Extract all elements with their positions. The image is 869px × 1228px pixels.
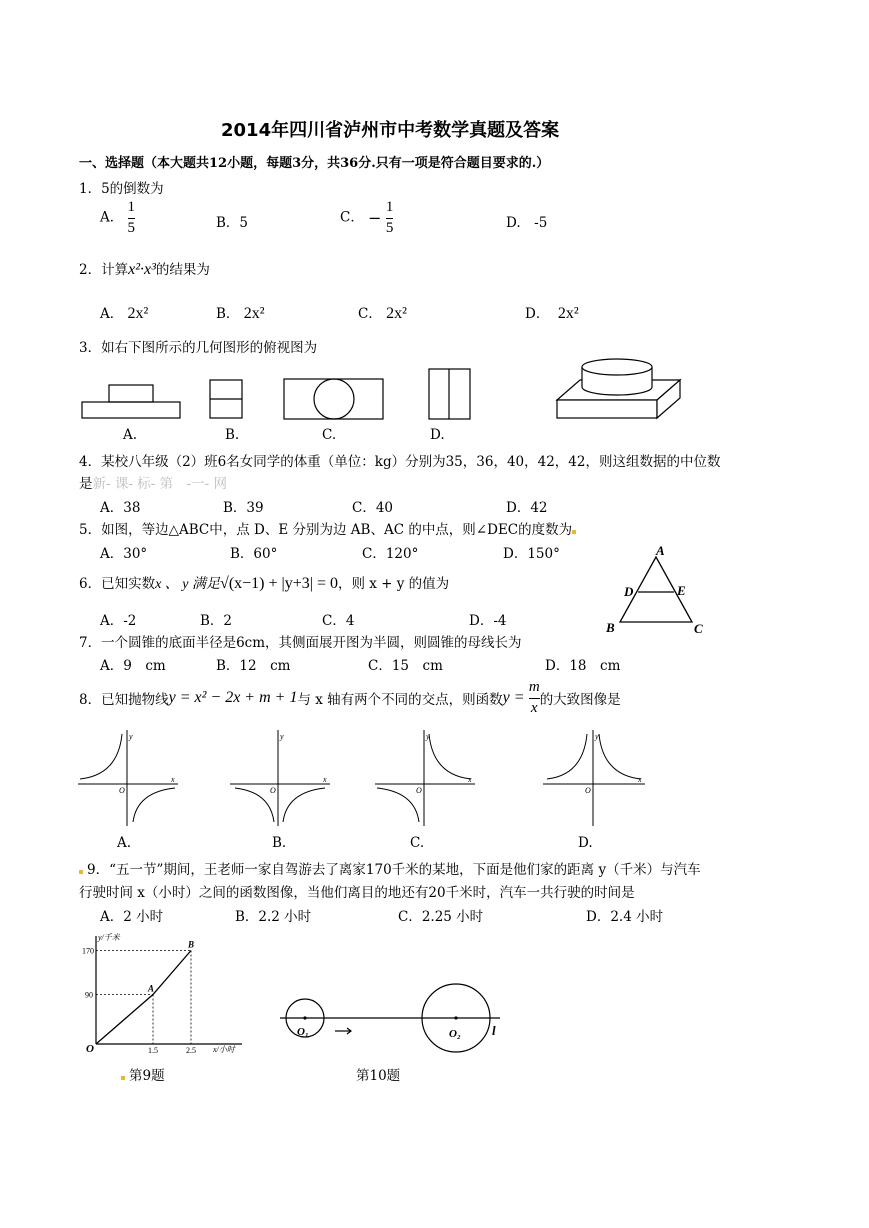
series-line — [96, 951, 191, 1045]
q5-label-c: C — [694, 621, 703, 636]
q9-stem-line2: 行驶时间 x（小时）之间的函数图像，当他们离目的地还有20千米时，汽车一共行驶的时间是 — [79, 885, 635, 901]
q8-c-y: y — [426, 732, 430, 741]
q8-a-o: O — [119, 786, 125, 795]
q4-option-a: A．38 — [100, 500, 141, 516]
q4-option-b: B．39 — [223, 500, 264, 516]
q2-option-b: B． 2x² — [216, 305, 265, 322]
point-a-label: A — [148, 983, 155, 994]
q3-label-c: C. — [322, 427, 337, 443]
q5-option-a: A．30° — [100, 546, 148, 562]
q6-stem: 6．已知实数x 、 y 满足√(x−1) + |y+3| = 0，则 x + y 的值为 — [79, 575, 450, 592]
q5-label-a: A — [656, 545, 665, 558]
q5-triangle-figure — [600, 545, 710, 640]
q8-a-y: y — [129, 732, 133, 741]
q3-figure-b — [210, 380, 242, 418]
q8-graph-c — [375, 730, 475, 826]
x-tick-1-5: 1.5 — [148, 1046, 158, 1055]
q1-option-a: A． $\frac{1}{5}$ — [100, 199, 136, 236]
o1-label: O₁ — [297, 1026, 309, 1038]
q8-c-o: O — [416, 786, 422, 795]
q7-option-a: A．9 cm — [100, 658, 166, 674]
q9-stem-line1: 9．“五一节”期间，王老师一家自驾游去了离家170千米的某地，下面是他们家的距离 y（千米）与汽车 — [79, 858, 701, 878]
q5-label-e: E — [677, 583, 686, 598]
q8-graph-b — [230, 730, 330, 826]
fraction: $\frac{1}{5}$ — [385, 199, 394, 236]
q2-option-d: D． 2x² — [525, 305, 579, 322]
q4-option-c: C．40 — [352, 500, 394, 516]
q8-b-y: y — [280, 732, 284, 741]
q9-option-c: C．2.25 小时 — [398, 909, 484, 925]
x-tick-2-5: 2.5 — [186, 1046, 196, 1055]
q8-label-d: D. — [578, 835, 593, 851]
q8-graph-a — [78, 730, 178, 826]
q7-option-d: D．18 cm — [545, 658, 621, 674]
mark-dot — [121, 1076, 125, 1080]
q3-figure-a — [82, 385, 180, 418]
q5-stem: 5．如图，等边△ABC中，点 D、E 分别为边 AB、AC 的中点，则∠DEC的度数为 — [79, 518, 576, 538]
q1-option-b: B．5 — [216, 215, 249, 231]
origin-label: O — [86, 1043, 94, 1055]
page-title: 2014年四川省泸州市中考数学真题及答案 — [221, 120, 560, 141]
q3-stem: 3．如右下图所示的几何图形的俯视图为 — [79, 340, 318, 356]
q3-solid-figure — [550, 355, 690, 425]
fraction: $\frac{1}{5}$ — [127, 199, 136, 236]
q6-option-c: C．4 — [322, 613, 355, 629]
mark-dot — [572, 530, 576, 534]
y-tick-90: 90 — [85, 990, 93, 1000]
line-l-label: l — [492, 1023, 496, 1038]
q9-option-b: B．2.2 小时 — [235, 909, 312, 925]
q8-b-x: x — [323, 775, 327, 784]
y-tick-170: 170 — [82, 946, 94, 956]
q2-option-c: C． 2x² — [358, 305, 407, 322]
q5-label-b: B — [606, 620, 615, 635]
q9-caption: 第9题 — [121, 1064, 165, 1084]
q8-b-o: O — [270, 786, 276, 795]
q9-option-a: A．2 小时 — [100, 909, 164, 925]
q5-label-d: D — [624, 584, 634, 599]
q3-label-b: B. — [225, 427, 240, 443]
watermark: 新- 课- 标- 第 -一- 网 — [92, 476, 227, 492]
q8-label-a: A. — [117, 835, 132, 851]
q10-figure — [275, 980, 515, 1060]
point-b-label: B — [188, 939, 195, 950]
q8-d-x: x — [638, 775, 642, 784]
q6-option-a: A．-2 — [100, 613, 137, 629]
q5-option-d: D．150° — [503, 546, 560, 562]
q7-stem: 7．一个圆锥的底面半径是6cm，其侧面展开图为半圆，则圆锥的母线长为 — [79, 635, 522, 651]
q3-label-a: A. — [123, 427, 138, 443]
q7-option-c: C．15 cm — [368, 658, 443, 674]
q2-option-a: A． 2x² — [100, 305, 149, 322]
q7-option-b: B．12 cm — [216, 658, 291, 674]
q2-stem: 2．计算x²·x³的结果为 — [79, 261, 210, 278]
y-axis-label: y/千米 — [98, 933, 120, 942]
q8-label-b: B. — [272, 835, 287, 851]
fraction: $\frac{m}{x}$ — [528, 679, 540, 716]
q1-option-c: C． − $\frac{1}{5}$ — [340, 199, 394, 236]
q5-option-b: B．60° — [230, 546, 278, 562]
q3-label-d: D. — [430, 427, 445, 443]
q5-option-c: C．120° — [362, 546, 419, 562]
q9-distance-time-graph — [82, 930, 247, 1060]
q10-caption: 第10题 — [356, 1068, 401, 1084]
q8-d-y: y — [595, 732, 599, 741]
q6-option-b: B．2 — [200, 613, 233, 629]
q1-stem: 1．5的倒数为 — [79, 181, 164, 197]
mark-dot — [79, 870, 83, 874]
q6-option-d: D．-4 — [469, 613, 507, 629]
q8-a-x: x — [171, 775, 175, 784]
q8-graph-d — [543, 730, 645, 826]
q8-label-c: C. — [410, 835, 425, 851]
q4-stem-line2: 是新- 课- 标- 第 -一- 网 — [79, 476, 227, 492]
q4-stem-line1: 4．某校八年级（2）班6名女同学的体重（单位：kg）分别为35，36，40，42，42，则这组数据的中位数 — [79, 454, 721, 470]
q8-d-o: O — [585, 786, 591, 795]
q3-figure-c — [284, 379, 383, 419]
o2-label: O₂ — [449, 1028, 461, 1040]
q8-stem: 8．已知抛物线y = x² − 2x + m + 1与 x 轴有两个不同的交点，则函数y = $\frac{m}{x}$ 的大致图像是 — [79, 679, 621, 716]
q3-figure-d — [429, 369, 470, 419]
section-header: 一、选择题（本大题共12小题，每题3分，共36分.只有一项是符合题目要求的.） — [79, 156, 550, 171]
x-axis-label: x/小时 — [213, 1045, 235, 1054]
q3-figures — [75, 355, 515, 425]
q4-option-d: D．42 — [506, 500, 548, 516]
q9-option-d: D．2.4 小时 — [586, 909, 664, 925]
q1-option-d: D. -5 — [506, 215, 548, 231]
q8-graphs — [75, 722, 665, 830]
q8-c-x: x — [468, 775, 472, 784]
